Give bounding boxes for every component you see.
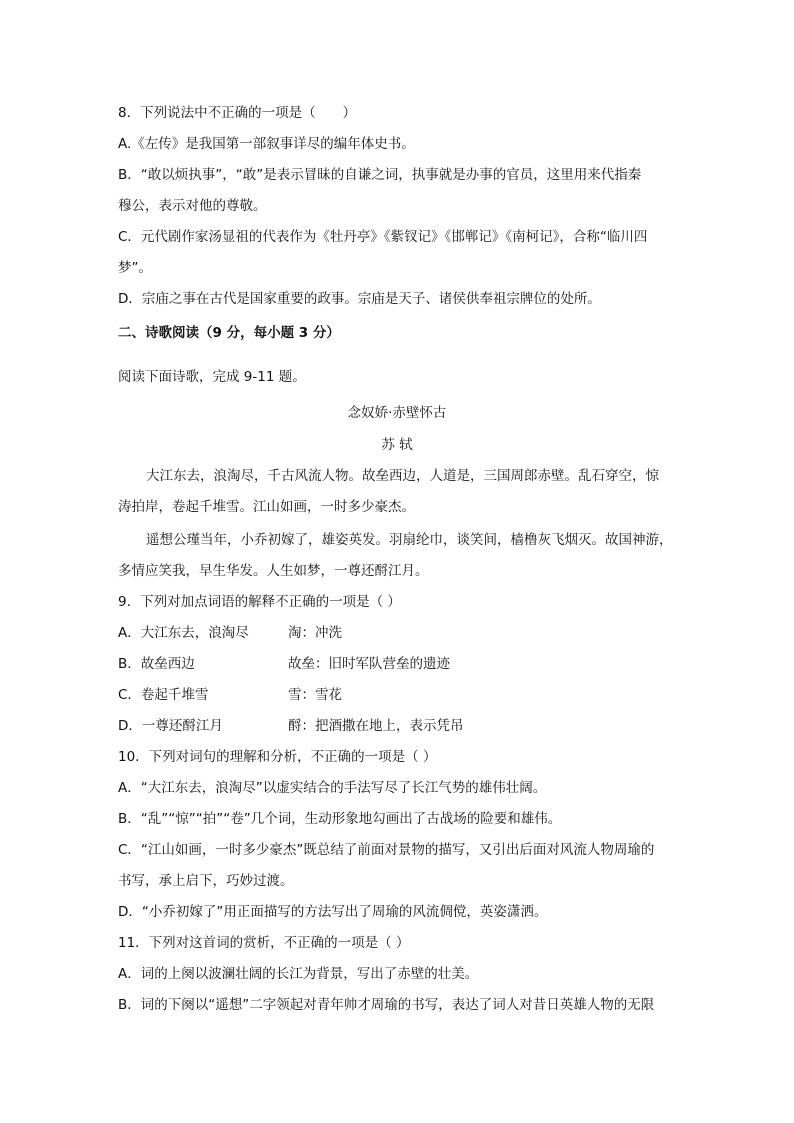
q10-option-c-line2: 书写，承上启下，巧妙过渡。 bbox=[118, 873, 294, 889]
q8-option-a: A.《左传》是我国第一部叙事详尽的编年体史书。 bbox=[118, 136, 415, 152]
q9-option-explain: 故垒：旧时军队营垒的遗迹 bbox=[288, 656, 450, 672]
q9-option-explain: 酹：把酒撒在地上，表示凭吊 bbox=[288, 718, 464, 734]
q9-option-b bbox=[118, 656, 450, 672]
q8-option-d: D．宗庙之事在古代是国家重要的政事。宗庙是天子、诸侯供奉祖宗牌位的处所。 bbox=[118, 291, 601, 307]
q8-option-b-line1: B．“敢以烦执事”，“敢”是表示冒昧的自谦之词，执事就是办事的官员，这里用来代指秦 bbox=[118, 167, 642, 183]
q9-option-phrase: C．卷起千堆雪 bbox=[118, 687, 209, 703]
section-instruction: 阅读下面诗歌，完成 9-11 题。 bbox=[118, 369, 306, 385]
q8-option-c-line1: C．元代剧作家汤显祖的代表作为《牡丹亭》《紫钗记》《邯郸记》《南柯记》，合称“临川四 bbox=[118, 229, 648, 245]
q10-option-a: A．“大江东去，浪淘尽”以虚实结合的手法写尽了长江气势的雄伟壮阔。 bbox=[118, 780, 547, 796]
q8-option-b-line2: 穆公，表示对他的尊敬。 bbox=[118, 198, 267, 214]
poem-author: 苏 轼 bbox=[381, 437, 413, 453]
q9-option-c bbox=[118, 687, 342, 703]
q9-option-explain: 雪：雪花 bbox=[288, 687, 342, 703]
q11-stem: 11．下列对这首词的赏析，不正确的一项是（ ） bbox=[118, 935, 410, 951]
q10-option-c-line1: C．“江山如画，一时多少豪杰”既总结了前面对景物的描写，又引出后面对风流人物周瑜的 bbox=[118, 842, 655, 858]
q9-option-phrase: D．一尊还酹江月 bbox=[118, 718, 223, 734]
q10-stem: 10．下列对词句的理解和分析，不正确的一项是（ ） bbox=[118, 749, 437, 765]
q9-stem: 9．下列对加点词语的解释不正确的一项是（ ） bbox=[118, 594, 401, 610]
poem-p1-line1: 大江东去，浪淘尽，千古风流人物。故垒西边，人道是，三国周郎赤壁。乱石穿空，惊 bbox=[146, 468, 659, 484]
q11-option-a: A．词的上阕以波澜壮阔的长江为背景，写出了赤壁的壮美。 bbox=[118, 966, 479, 982]
q9-option-d bbox=[118, 718, 464, 734]
q11-option-b: B．词的下阕以“遥想”二字领起对青年帅才周瑜的书写，表达了词人对昔日英雄人物的无限 bbox=[118, 997, 655, 1013]
q10-option-b: B．“乱”“惊”“拍”“卷”几个词，生动形象地勾画出了古战场的险要和雄伟。 bbox=[118, 811, 562, 827]
q9-option-explain: 淘：冲洗 bbox=[288, 625, 342, 641]
section-heading: 二、诗歌阅读（9 分，每小题 3 分） bbox=[118, 325, 340, 341]
poem-title: 念奴娇·赤壁怀古 bbox=[347, 405, 447, 421]
poem-p1-line2: 涛拍岸，卷起千堆雪。江山如画，一时多少豪杰。 bbox=[118, 499, 415, 515]
q8-stem: 8．下列说法中不正确的一项是（ ） bbox=[118, 105, 357, 121]
q9-option-a bbox=[118, 625, 342, 641]
q8-option-c-line2: 梦”。 bbox=[118, 260, 152, 276]
q9-option-phrase: B．故垒西边 bbox=[118, 656, 195, 672]
poem-p2-line2: 多情应笑我，早生华发。人生如梦，一尊还酹江月。 bbox=[118, 563, 429, 579]
poem-p2-line1: 遥想公瑾当年，小乔初嫁了，雄姿英发。羽扇纶巾，谈笑间，樯橹灰飞烟灭。故国神游， bbox=[146, 532, 673, 548]
q9-option-phrase: A．大江东去，浪淘尽 bbox=[118, 625, 249, 641]
q10-option-d: D．“小乔初嫁了”用正面描写的方法写出了周瑜的风流倜傥，英姿潇洒。 bbox=[118, 904, 548, 920]
